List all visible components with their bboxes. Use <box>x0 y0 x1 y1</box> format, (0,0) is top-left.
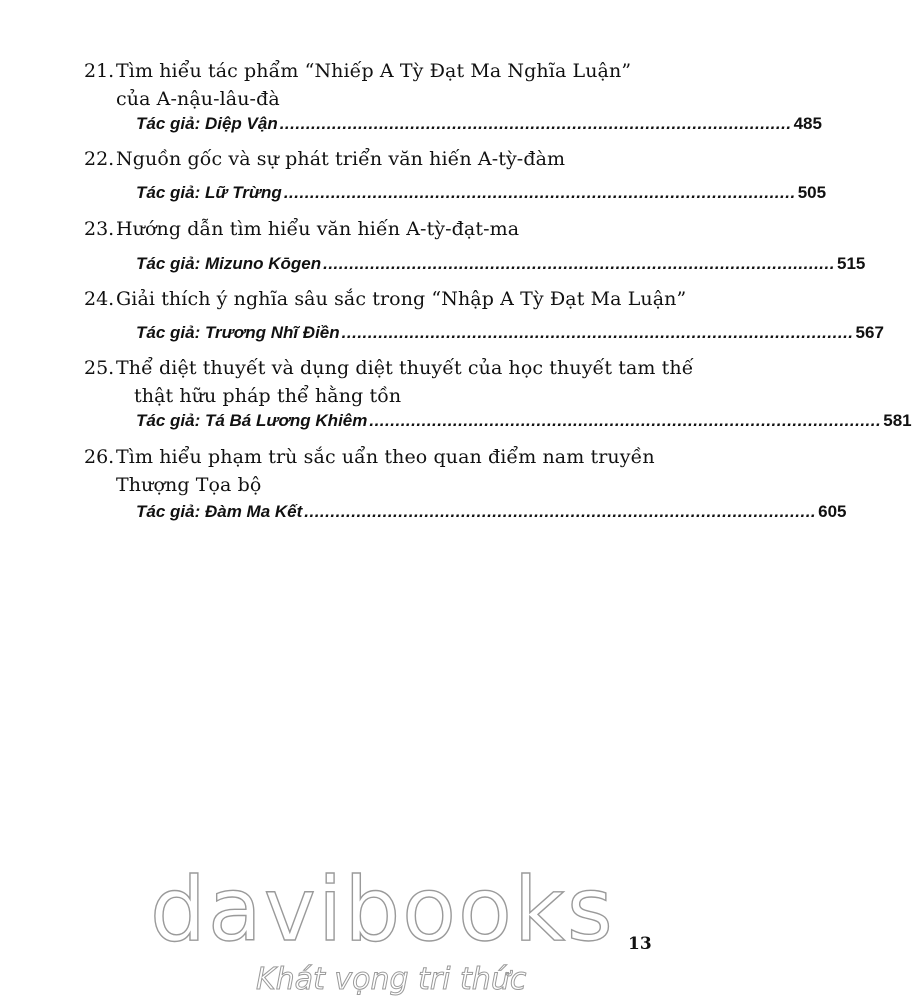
author-label: Tác giả: Tá Bá Lương Khiêm <box>136 411 368 430</box>
watermark-tagline: Khát vọng tri thức <box>256 962 527 997</box>
page-ref: 581 <box>883 411 912 430</box>
page-ref: 485 <box>793 114 822 133</box>
dot-leader: .................................................................................................. <box>283 183 796 202</box>
author-line <box>136 323 884 347</box>
entry-title-line: Tìm hiểu tác phẩm “Nhiếp A Tỳ Đạt Ma Nghĩa Luận” <box>116 60 632 82</box>
entry-number: 25. <box>84 357 115 379</box>
entry-number: 21. <box>84 60 115 82</box>
entry-title-line: Thượng Tọa bộ <box>116 474 262 496</box>
author-line <box>136 502 847 526</box>
watermark-logo: davibooks <box>150 858 615 961</box>
page-ref: 605 <box>818 502 847 521</box>
page-number: 13 <box>628 934 652 954</box>
dot-leader: .................................................................................................. <box>323 254 835 273</box>
author-label: Tác giả: Lữ Trừng <box>136 183 282 202</box>
author-label: Tác giả: Đàm Ma Kết <box>136 502 303 521</box>
author-line <box>136 411 912 435</box>
entry-title-line: của A-nậu-lâu-đà <box>116 88 280 110</box>
entry-number: 23. <box>84 218 115 240</box>
page-ref: 567 <box>855 323 884 342</box>
author-line <box>136 183 827 207</box>
dot-leader: .................................................................................................. <box>369 411 882 430</box>
dot-leader: .................................................................................................. <box>279 114 792 133</box>
entry-number: 22. <box>84 148 115 170</box>
page-ref: 515 <box>836 254 866 273</box>
entry-title-line: thật hữu pháp thể hằng tồn <box>134 385 402 407</box>
author-line <box>136 114 822 138</box>
entry-number: 26. <box>84 446 115 468</box>
entry-title-line: Giải thích ý nghĩa sâu sắc trong “Nhập A Tỳ Đạt Ma Luận” <box>116 288 687 310</box>
page-ref: 505 <box>797 183 827 202</box>
dot-leader: .................................................................................................. <box>304 502 817 521</box>
entry-title-line: Nguồn gốc và sự phát triển văn hiến A-tỳ-đàm <box>116 148 566 170</box>
entry-number: 24. <box>84 288 115 310</box>
entry-title-line: Hướng dẫn tìm hiểu văn hiến A-tỳ-đạt-ma <box>116 218 520 240</box>
entry-title-line: Tìm hiểu phạm trù sắc uẩn theo quan điểm nam truyền <box>116 446 655 468</box>
author-label: Tác giả: Trương Nhĩ Điền <box>136 323 340 342</box>
author-label: Tác giả: Diệp Vận <box>136 114 278 133</box>
author-label: Tác giả: Mizuno Kōgen <box>136 254 322 273</box>
author-line <box>136 254 866 278</box>
dot-leader: .................................................................................................. <box>341 323 854 342</box>
entry-title-line: Thể diệt thuyết và dụng diệt thuyết của học thuyết tam thế <box>116 357 694 379</box>
